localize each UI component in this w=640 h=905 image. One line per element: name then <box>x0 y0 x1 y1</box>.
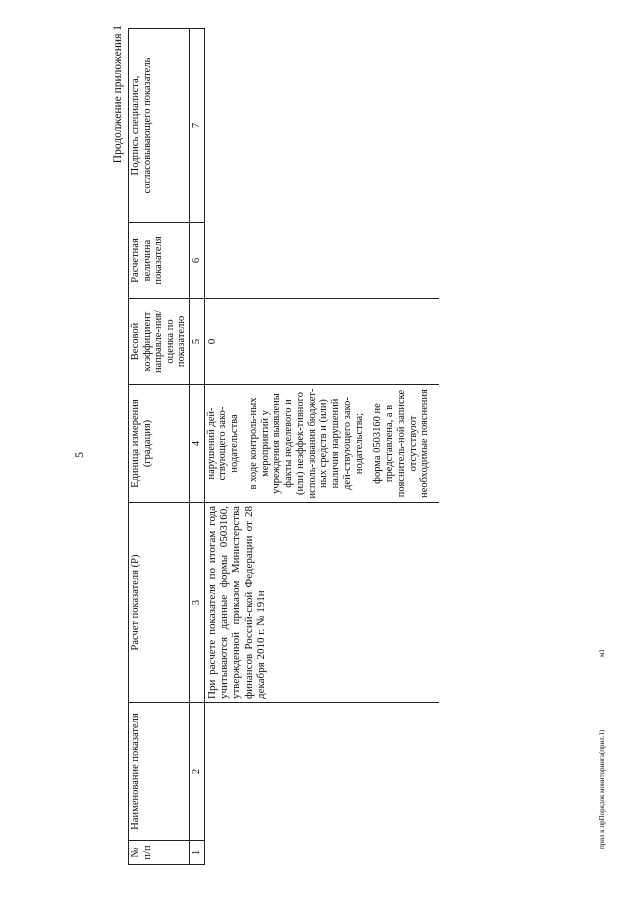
header-unit: Единица измерения (градация) <box>129 385 190 503</box>
continuation-label: Продолжение приложения 1 <box>112 25 124 164</box>
header-weight: Весовой коэффициент направле-ния/оценка по показателю <box>129 299 190 385</box>
rotated-page <box>20 25 620 885</box>
footer-mark: м1 <box>598 649 606 657</box>
header-row <box>129 29 190 865</box>
footer-filename: прил к прПорядок мониторинга(прил.1) <box>598 729 606 849</box>
header-num: № п/п <box>129 841 190 865</box>
column-number: 6 <box>189 223 204 299</box>
cell-empty <box>204 29 439 223</box>
column-number: 7 <box>189 29 204 223</box>
column-number: 3 <box>189 503 204 703</box>
column-number-row <box>189 29 204 865</box>
unit-cell <box>204 385 439 503</box>
cell-empty <box>204 703 439 841</box>
cell-empty <box>204 841 439 865</box>
column-number: 4 <box>189 385 204 503</box>
calc-cell: При расчете показателя по итогам года учитываются данные формы 0503160, утвержденной приказом Министерства финансов Россий-ской Федерации от 28 декабря 2010 г. № 191н <box>204 503 439 703</box>
unit-text: нарушений дей-ствующего зако-нодательства <box>205 406 241 481</box>
cell-empty <box>204 223 439 299</box>
header-value: Расчетная величина показателя <box>129 223 190 299</box>
weight-cell: 0 <box>204 299 439 385</box>
header-name: Наименование показателя <box>129 703 190 841</box>
table-row <box>204 29 439 865</box>
column-number: 1 <box>189 841 204 865</box>
indicator-table <box>128 28 439 865</box>
unit-text: форма 0503160 не представлена, а в пояснитель-ной записке отсутствуют необходимые пояснения <box>372 389 431 498</box>
page-number: 5 <box>72 452 86 458</box>
column-number: 2 <box>189 703 204 841</box>
header-signature: Подпись специалиста, согласовывающего показатель <box>129 29 190 223</box>
header-calc: Расчет показателя (P) <box>129 503 190 703</box>
unit-text: в ходе контроль-ных мероприятий у учреждения выявлены факты неделевого и (или) неэффек-тивного исполь-зования бюджет-ных средств и (или) наличия нарушений дей-ствующего зако-нодательства; <box>247 388 365 499</box>
column-number: 5 <box>189 299 204 385</box>
